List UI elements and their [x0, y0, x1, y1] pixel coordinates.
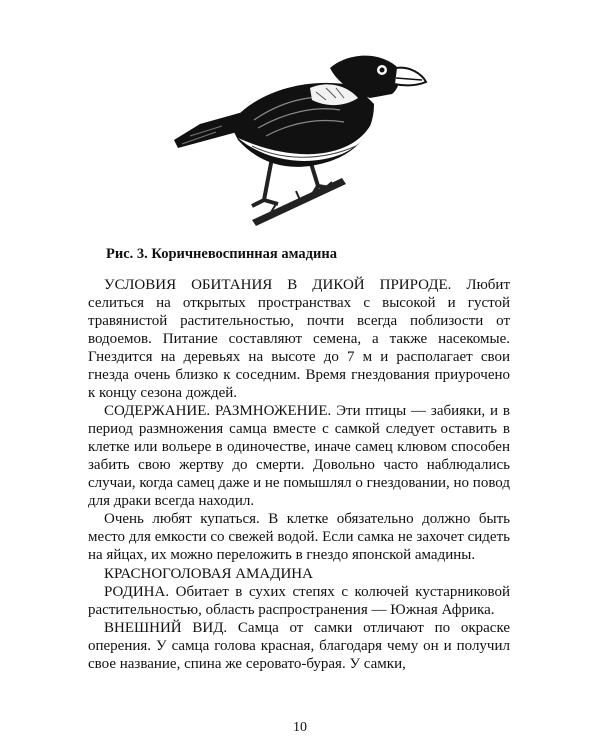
species-title-text: КРАСНОГОЛОВАЯ АМАДИНА	[104, 566, 313, 582]
bird-illustration-icon	[160, 28, 440, 228]
page-number: 10	[293, 720, 307, 735]
figure-caption: Рис. 3. Коричневоспинная амадина	[106, 246, 337, 262]
section-heading-homeland: РОДИНА.	[104, 584, 170, 600]
section-text-homeland: Обитает в сухих степях с колючей кустарниковой растительностью, область распространения — Южная Африка.	[88, 584, 510, 618]
paragraph-habitat	[88, 276, 510, 402]
paragraph-appearance	[88, 619, 510, 673]
section-heading-appearance: ВНЕШНИЙ ВИД.	[104, 620, 228, 636]
section-heading-keeping: СОДЕРЖАНИЕ. РАЗМНОЖЕНИЕ.	[104, 403, 332, 419]
body-text-block-1	[88, 276, 510, 564]
paragraph-bathing	[88, 510, 510, 564]
section-text-appearance: Самца от самки отличают по окраске оперения. У самца голова красная, благодаря чему он и получил свое название, спина же серовато-бурая. У самки,	[88, 620, 511, 672]
paragraph-homeland	[88, 583, 510, 619]
section-heading-habitat: УСЛОВИЯ ОБИТАНИЯ В ДИКОЙ ПРИРОДЕ.	[104, 277, 452, 293]
section-text-keeping: Эти птицы — забияки, и в период размножения самца вместе с самкой следует оставить в клетке или вольере в одиночестве, иначе самец клювом способен забить свою жертву до смерти. Довольно часто наблюдались случаи, когда самец даже и не помышлял о гнездовании, но повод для драки всегда находил.	[88, 403, 510, 509]
bird-illustration-figure	[160, 28, 440, 228]
body-text-block-2	[88, 565, 510, 673]
section-text-habitat: Любит селиться на открытых пространствах с высокой и густой травянистой растительностью, почти всегда поблизости от водоемов. Питание составляют семена, а также насекомые. Гнездится на деревьях на высоте до 7 м и располагает свои гнезда очень близко к соседним. Время гнездования приурочено к концу сезона дождей.	[88, 277, 510, 401]
section-text-bathing: Очень любят купаться. В клетке обязательно должно быть место для емкости со свежей водой. Если самка не захочет сидеть на яйцах, их можно переложить в гнездо японской амадины.	[88, 511, 510, 563]
paragraph-keeping	[88, 402, 510, 510]
species-title	[88, 565, 510, 583]
